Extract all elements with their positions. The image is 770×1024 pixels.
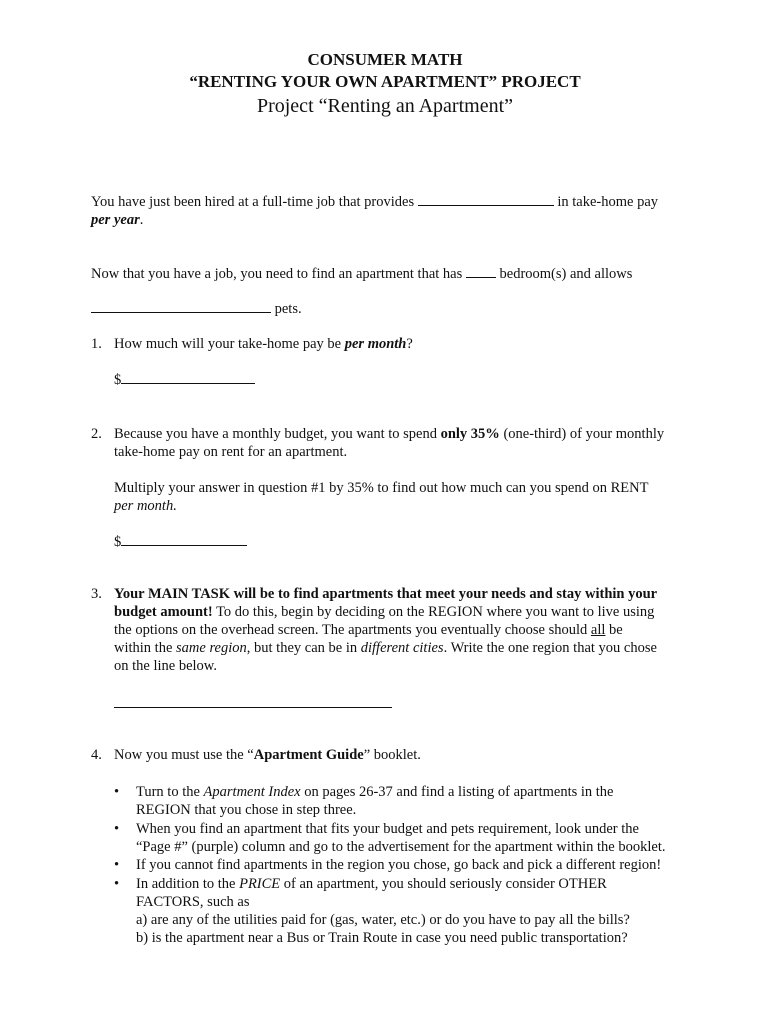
question-2-text: Because you have a monthly budget, you want to spend only 35% (one-third) of your monthly take-home pay on rent for an apartment. — [114, 426, 665, 460]
question-2-instruction: Multiply your answer in question #1 by 35% to find out how much can you spend on RENT per month. — [114, 480, 649, 514]
bullet-icon: • — [114, 876, 120, 892]
sub-item-b: b) is the apartment near a Bus or Train Route in case you need public transportation? — [136, 930, 628, 946]
region-blank[interactable] — [114, 694, 392, 708]
bullet-icon: • — [114, 784, 120, 800]
monthly-pay-blank[interactable] — [121, 370, 255, 384]
bullet-2: When you find an apartment that fits your budget and pets requirement, look under the “Page #” (purple) column and go to the advertisement for the apartment within the booklet. — [136, 821, 666, 855]
question-4-intro: Now you must use the “Apartment Guide” booklet. — [114, 747, 421, 763]
sub-item-a: a) are any of the utilities paid for (gas, water, etc.) or do you have to pay all the bills? — [136, 912, 630, 928]
question-3-text: Your MAIN TASK will be to find apartments that meet your needs and stay within your budget amount! To do this, begin by deciding on the REGION where you want to live using the options on the overhead screen. The apartments you eventually choose should all be within the same region, but they can be in different cities. Write the one region that you chose on the line below. — [114, 586, 658, 674]
question-3-number: 3. — [91, 586, 102, 602]
course-title: CONSUMER MATH — [307, 50, 463, 69]
bedrooms-blank[interactable] — [466, 264, 496, 278]
intro-paragraph-2: Now that you have a job, you need to find an apartment that has bedroom(s) and allows — [91, 266, 633, 282]
bullet-1: Turn to the Apartment Index on pages 26-37 and find a listing of apartments in the REGION that you chose in step three. — [136, 784, 614, 818]
pets-blank[interactable] — [91, 299, 271, 313]
project-subtitle: Project “Renting an Apartment” — [256, 95, 514, 117]
bullet-4: In addition to the PRICE of an apartment, you should seriously consider OTHER FACTORS, such as a) are any of the utilities paid for (gas, water, etc.) or do you have to pay all the bills? b) is the apartment near a Bus or Train Route in case you need public transportation? — [136, 876, 630, 946]
question-2-number: 2. — [91, 426, 102, 442]
question-1-answer: $ — [114, 370, 694, 389]
title-block — [0, 49, 770, 119]
pets-line: pets. — [91, 299, 691, 318]
take-home-pay-blank[interactable] — [418, 192, 554, 206]
bullet-icon: • — [114, 857, 120, 873]
rent-budget-blank[interactable] — [121, 532, 247, 546]
region-answer-line — [114, 694, 694, 713]
intro-paragraph-1: You have just been hired at a full-time job that provides in take-home pay per year. — [91, 194, 659, 228]
question-1-number: 1. — [91, 336, 102, 352]
question-4-number: 4. — [91, 747, 102, 763]
question-2-answer: $ — [114, 532, 694, 551]
project-title: “RENTING YOUR OWN APARTMENT” PROJECT — [189, 72, 581, 91]
bullet-icon: • — [114, 821, 120, 837]
question-1-text: How much will your take-home pay be per month? — [114, 336, 413, 352]
bullet-3: If you cannot find apartments in the region you chose, go back and pick a different region! — [136, 857, 662, 873]
